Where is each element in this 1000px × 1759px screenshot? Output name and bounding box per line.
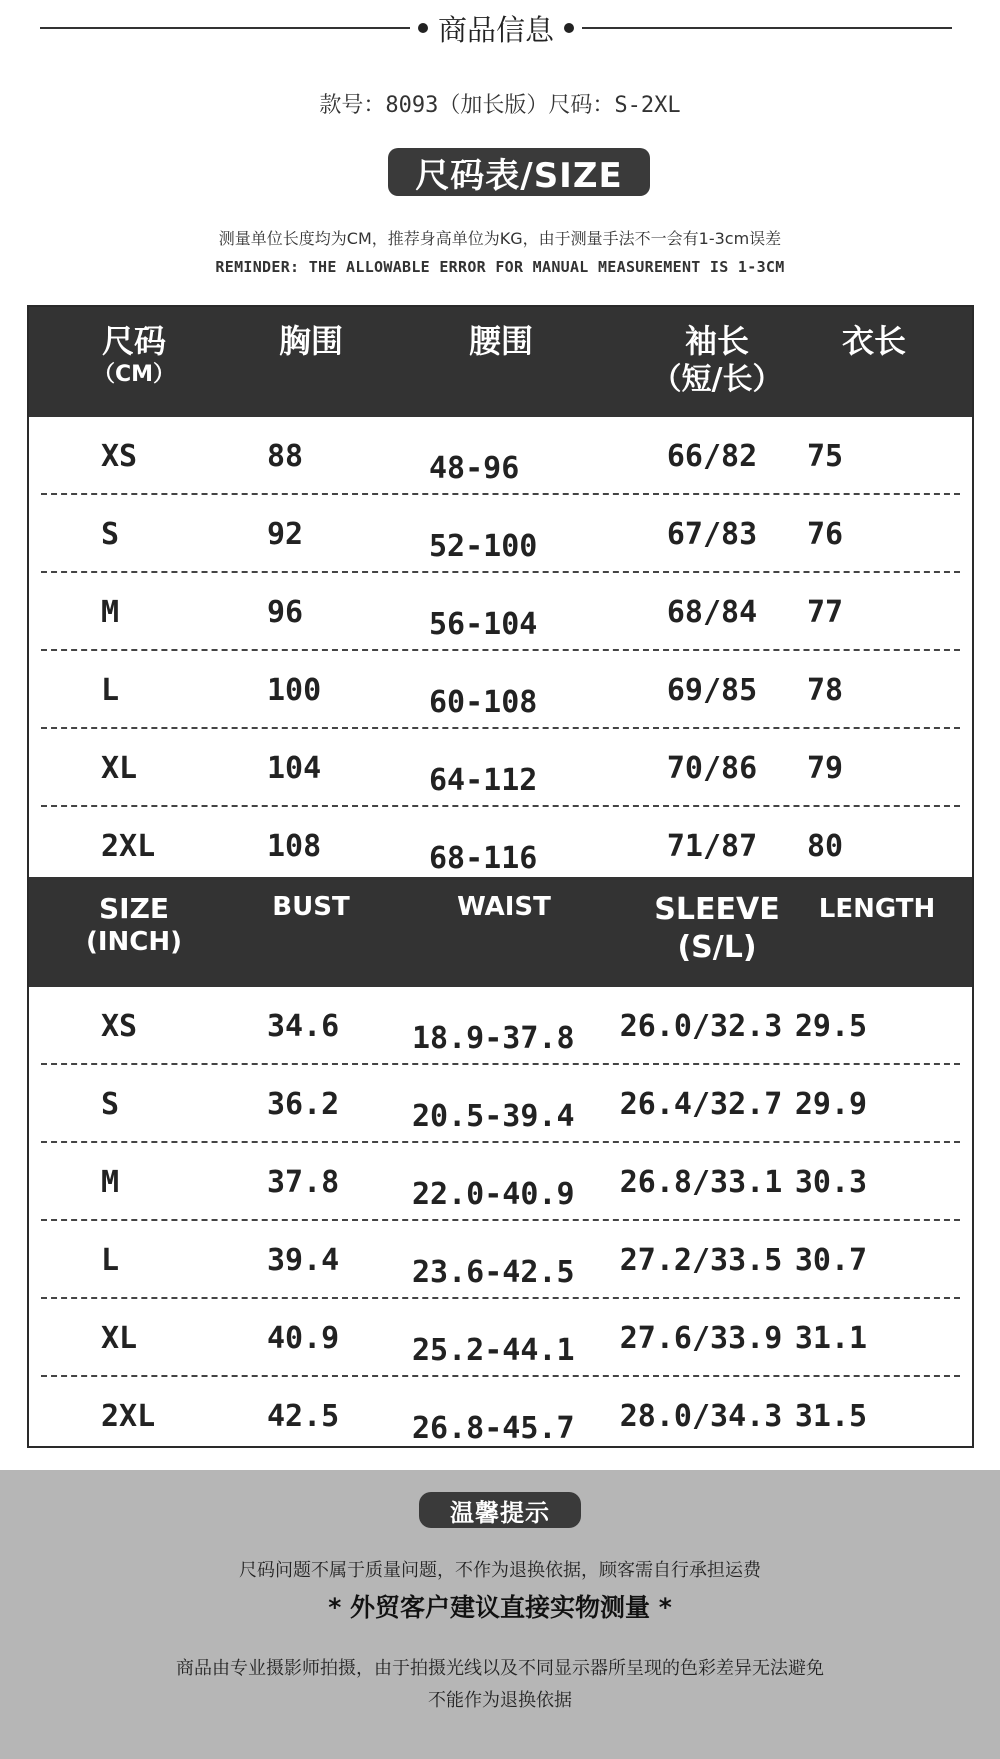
header-bust-cm (251, 321, 371, 361)
model-info: 款号：8093（加长版）尺码：S-2XL (319, 93, 681, 118)
cell-length: 78 (806, 673, 844, 708)
cell-length: 76 (806, 517, 844, 552)
header-sleeve-sub: （短/长） (651, 362, 783, 397)
cell-waist: 68-116 (429, 841, 538, 876)
header-size-inch (69, 891, 199, 959)
cell-waist: 23.6-42.5 (412, 1255, 575, 1290)
header-sleeve-cm (637, 321, 797, 399)
cell-bust: 39.4 (267, 1243, 340, 1278)
cell-bust: 88 (267, 439, 304, 474)
cell-size: M (101, 1165, 120, 1200)
table-row (29, 1143, 972, 1221)
table-row (29, 651, 972, 729)
header-length-label: 衣长 (841, 322, 906, 360)
cell-size: 2XL (101, 1399, 156, 1434)
cell-length: 29.9 (794, 1087, 868, 1122)
cell-size: 2XL (101, 829, 156, 864)
cell-size: XS (101, 439, 138, 474)
size-table (27, 305, 974, 1448)
cell-length: 29.5 (794, 1009, 868, 1044)
heading-right-rule (582, 27, 952, 29)
cell-waist: 56-104 (429, 607, 538, 642)
size-chart-badge: 尺码表/SIZE (388, 148, 650, 196)
tips-panel (0, 1470, 1000, 1759)
header-length-label: LENGTH (818, 894, 936, 924)
cell-size: L (101, 1243, 120, 1278)
cell-sleeve: 66/82 (666, 439, 758, 474)
header-sleeve-sub: (S/L) (677, 929, 757, 965)
header-waist-cm (441, 321, 561, 361)
tips-color-note: 商品由专业摄影师拍摄，由于拍摄光线以及不同显示器所呈现的色彩差异无法避免 (176, 1658, 824, 1679)
cell-size: S (101, 517, 120, 552)
cell-waist: 48-96 (429, 451, 520, 486)
cell-length: 30.7 (794, 1243, 868, 1278)
header-waist-label: 腰围 (468, 322, 533, 360)
table-row (29, 1299, 972, 1377)
cell-bust: 92 (267, 517, 304, 552)
header-length-cm (819, 321, 929, 361)
section-title: 商品信息 (438, 12, 555, 47)
heading-left-dot (418, 23, 428, 33)
cell-sleeve: 26.4/32.7 (619, 1087, 783, 1122)
cell-length: 31.1 (794, 1321, 868, 1356)
heading-right-dot (564, 23, 574, 33)
cell-sleeve: 70/86 (666, 751, 758, 786)
table-row (29, 495, 972, 573)
cell-sleeve: 69/85 (666, 673, 758, 708)
table-row (29, 573, 972, 651)
cell-sleeve: 27.6/33.9 (619, 1321, 783, 1356)
table-row (29, 729, 972, 807)
cell-bust: 36.2 (267, 1087, 340, 1122)
header-length-inch (807, 891, 947, 926)
header-sleeve-inch (637, 891, 797, 966)
header-size-unit: （CM） (92, 362, 176, 387)
header-sleeve-label: 袖长 (684, 322, 749, 360)
cell-waist: 25.2-44.1 (412, 1333, 575, 1368)
cell-bust: 40.9 (267, 1321, 340, 1356)
header-bust-label: BUST (272, 892, 350, 922)
cell-length: 75 (806, 439, 844, 474)
cell-waist: 18.9-37.8 (412, 1021, 575, 1056)
tips-size-policy: 尺码问题不属于质量问题，不作为退换依据，顾客需自行承担运费 (239, 1560, 761, 1581)
cell-waist: 20.5-39.4 (412, 1099, 575, 1134)
tips-return-note: 不能作为退换依据 (428, 1690, 572, 1711)
header-waist-label: WAIST (457, 892, 551, 922)
cell-bust: 104 (267, 751, 322, 786)
cell-size: L (101, 673, 120, 708)
table-row (29, 1221, 972, 1299)
cell-size: M (101, 595, 120, 630)
header-size-cm (79, 321, 189, 389)
inch-table-header (29, 877, 972, 987)
table-row (29, 987, 972, 1065)
cell-sleeve: 28.0/34.3 (619, 1399, 783, 1434)
cell-waist: 22.0-40.9 (412, 1177, 575, 1212)
header-bust-inch (251, 891, 371, 924)
cell-sleeve: 27.2/33.5 (619, 1243, 783, 1278)
cell-size: S (101, 1087, 120, 1122)
header-size-label: 尺码 (101, 322, 166, 360)
measurement-note-cn: 测量单位长度均为CM，推荐身高单位为KG，由于测量手法不一会有1-3cm误差 (218, 229, 782, 248)
cell-size: XS (101, 1009, 138, 1044)
table-row (29, 1065, 972, 1143)
cell-bust: 96 (267, 595, 304, 630)
table-row (29, 1377, 972, 1455)
cell-bust: 100 (267, 673, 322, 708)
header-size-label: SIZE (98, 892, 169, 925)
heading-left-rule (40, 27, 410, 29)
cell-sleeve: 26.8/33.1 (619, 1165, 783, 1200)
cell-length: 80 (806, 829, 844, 864)
cell-sleeve: 68/84 (666, 595, 758, 630)
cm-table-header (29, 307, 972, 417)
cell-length: 77 (806, 595, 844, 630)
section-heading (40, 8, 952, 48)
table-row (29, 807, 972, 885)
cell-waist: 64-112 (429, 763, 538, 798)
cell-waist: 26.8-45.7 (412, 1411, 575, 1446)
cell-length: 31.5 (794, 1399, 868, 1434)
header-bust-label: 胸围 (278, 322, 343, 360)
cell-length: 30.3 (794, 1165, 868, 1200)
cell-waist: 60-108 (429, 685, 538, 720)
cell-size: XL (101, 751, 138, 786)
table-row (29, 417, 972, 495)
cell-bust: 37.8 (267, 1165, 340, 1200)
cell-size: XL (101, 1321, 138, 1356)
cell-sleeve: 26.0/32.3 (619, 1009, 783, 1044)
cell-sleeve: 67/83 (666, 517, 758, 552)
cell-waist: 52-100 (429, 529, 538, 564)
tips-measure-advice: * 外贸客户建议直接实物测量 * (328, 1593, 672, 1622)
measurement-note-en: REMINDER: THE ALLOWABLE ERROR FOR MANUAL MEASUREMENT IS 1-3CM (215, 258, 785, 276)
header-size-unit: (INCH) (85, 927, 183, 957)
cell-bust: 34.6 (267, 1009, 340, 1044)
tips-badge: 温馨提示 (419, 1492, 581, 1528)
cell-bust: 108 (267, 829, 322, 864)
cell-length: 79 (806, 751, 844, 786)
cell-bust: 42.5 (267, 1399, 340, 1434)
cell-sleeve: 71/87 (666, 829, 758, 864)
header-sleeve-label: SLEEVE (654, 892, 780, 927)
header-waist-inch (439, 891, 569, 924)
